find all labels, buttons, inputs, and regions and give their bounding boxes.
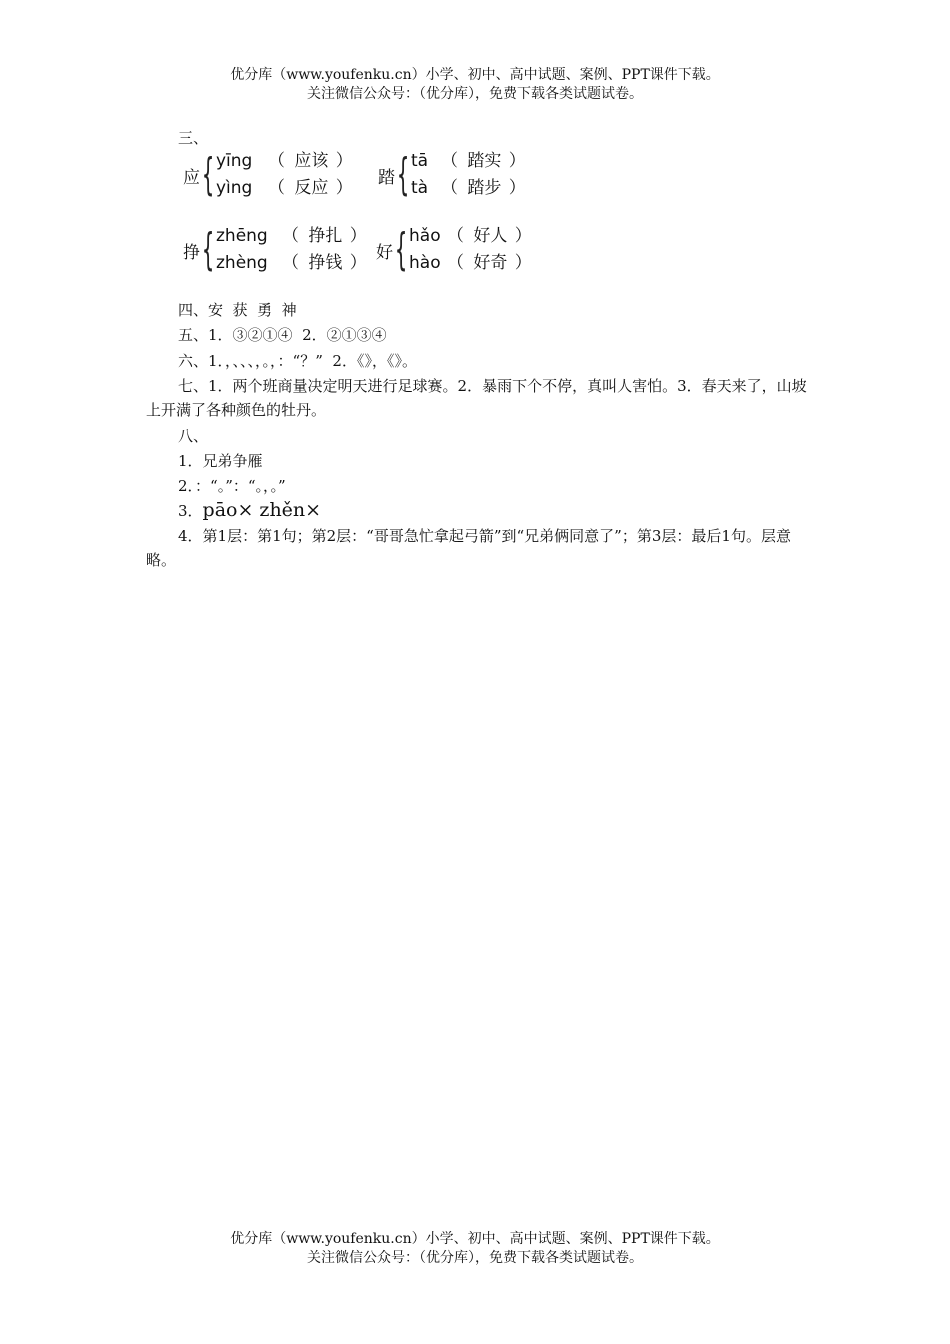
section-8-label: 八、 [178, 427, 209, 445]
pinyin: yīng [216, 151, 253, 171]
polyphone-row: tà （ 踏步 ） [411, 175, 528, 202]
footer-line-1: 优分库（www.youfenku.cn）小学、初中、高中试题、案例、PPT课件下载。 [230, 1231, 720, 1247]
polyphone-char: 挣 [183, 242, 200, 263]
pinyin: zhēng [216, 226, 268, 246]
polyphone-char: 应 [183, 167, 200, 188]
section-8-item-3 [178, 500, 840, 521]
example-word: 挣扎 [308, 226, 343, 246]
header-line-2: 关注微信公众号：（优分库），免费下载各类试题试卷。 [307, 86, 643, 102]
example-word: 踏实 [467, 151, 502, 171]
polyphone-row: yìng （ 反应 ） [216, 175, 355, 202]
section-7-answer: 七、1．两个班商量决定明天进行足球赛。2．暴雨下个不停，真叫人害怕。3．春天来了，山坡上开满了各种颜色的牡丹。 [146, 377, 807, 419]
page-footer [0, 1230, 950, 1268]
brace-symbol: { [201, 149, 215, 200]
polyphone-row: hǎo （ 好人 ） [409, 223, 534, 250]
polyphone-row: yīng （ 应该 ） [216, 148, 355, 175]
pinyin: tà [411, 178, 429, 198]
polyphone-row: zhèng （ 挣钱 ） [216, 250, 369, 277]
polyphone-row: hào （ 好奇 ） [409, 250, 534, 277]
polyphone-group-ta [378, 150, 528, 200]
brace-symbol: { [396, 149, 410, 200]
polyphone-char: 好 [376, 242, 393, 263]
footer-line-2: 关注微信公众号：（优分库），免费下载各类试题试卷。 [307, 1250, 643, 1266]
polyphone-row: zhēng （ 挣扎 ） [216, 223, 369, 250]
section-8-item-1: 1．兄弟争雁 [178, 452, 263, 470]
example-word: 挣钱 [308, 253, 343, 273]
header-line-1: 优分库（www.youfenku.cn）小学、初中、高中试题、案例、PPT课件下载。 [230, 67, 720, 83]
section-5-answer: 五、1．③②①④ 2．②①③④ [178, 326, 387, 344]
section-8-item-2: 2．：“。”：“。，。” [178, 477, 286, 495]
section-4-answer: 四、安 获 勇 神 [178, 301, 297, 319]
polyphone-char: 踏 [378, 167, 395, 188]
pinyin: tā [411, 151, 429, 171]
example-word: 应该 [294, 151, 329, 171]
polyphone-group-hao [376, 225, 534, 275]
example-word: 好人 [473, 226, 508, 246]
pinyin: hào [409, 253, 441, 273]
pinyin: hǎo [409, 226, 441, 246]
example-word: 反应 [294, 178, 329, 198]
page-header [0, 66, 950, 104]
section-6-answer: 六、1．，、、、，。，：“？” 2．《》，《》。 [178, 352, 417, 370]
example-word: 踏步 [467, 178, 502, 198]
pinyin: zhèng [216, 253, 268, 273]
polyphone-row: tā （ 踏实 ） [411, 148, 528, 175]
item-3-number: 3． [178, 502, 203, 520]
pinyin: yìng [216, 178, 253, 198]
brace-symbol: { [201, 224, 215, 275]
polyphone-group-ying [183, 150, 355, 200]
section-8-item-4: 4．第1层：第1句；第2层：“哥哥急忙拿起弓箭”到“兄弟俩同意了”；第3层：最后1句。层意略。 [146, 527, 791, 569]
section-3-label: 三、 [178, 129, 209, 147]
item-3-pinyin: pāo× zhěn× [202, 499, 322, 521]
brace-symbol: { [394, 224, 408, 275]
polyphone-group-zheng [183, 225, 369, 275]
example-word: 好奇 [473, 253, 508, 273]
